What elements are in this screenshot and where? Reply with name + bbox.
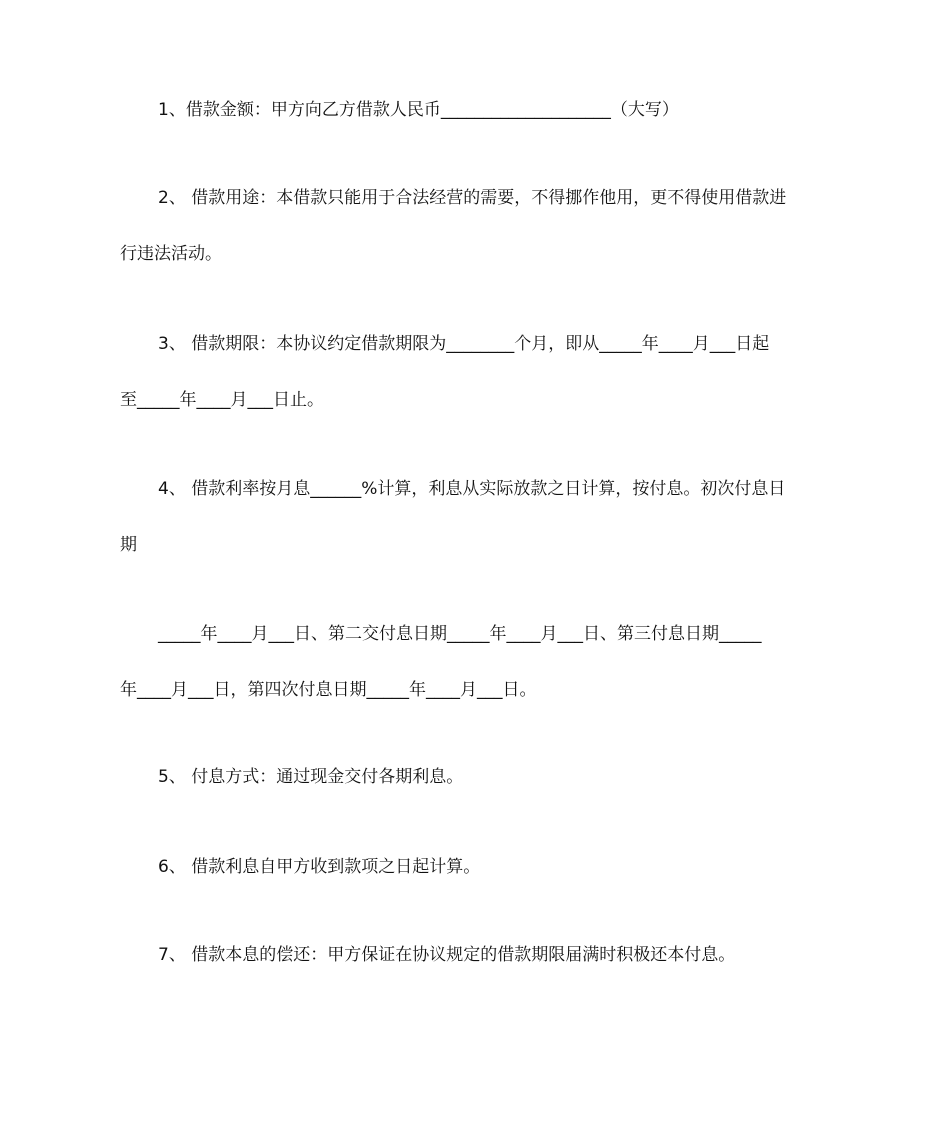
clause-2-loan-purpose-continued: 行违法活动。 [120, 244, 222, 264]
clause-7-repayment: 7、 借款本息的偿还：甲方保证在协议规定的借款期限届满时积极还本付息。 [158, 945, 736, 965]
clause-4-payment-dates: _____年____月___日、第二交付息日期_____年____月___日、第三付息日期_____ [158, 624, 762, 644]
clause-6-interest-start: 6、 借款利息自甲方收到款项之日起计算。 [158, 857, 481, 877]
clause-3-loan-term-continued: 至_____年____月___日止。 [120, 390, 324, 410]
clause-2-loan-purpose: 2、 借款用途：本借款只能用于合法经营的需要，不得挪作他用，更不得使用借款进 [158, 188, 787, 208]
clause-4-payment-dates-continued: 年____月___日，第四次付息日期_____年____月___日。 [120, 680, 537, 700]
clause-3-loan-term: 3、 借款期限：本协议约定借款期限为________个月，即从_____年____月___日起 [158, 334, 770, 354]
clause-4-interest-rate-continued: 期 [120, 535, 137, 555]
clause-5-payment-method: 5、 付息方式：通过现金交付各期利息。 [158, 767, 464, 787]
clause-1-loan-amount: 1、借款金额：甲方向乙方借款人民币____________________（大写） [158, 100, 679, 120]
clause-4-interest-rate: 4、 借款利率按月息______%计算，利息从实际放款之日计算，按付息。初次付息日 [158, 479, 786, 499]
